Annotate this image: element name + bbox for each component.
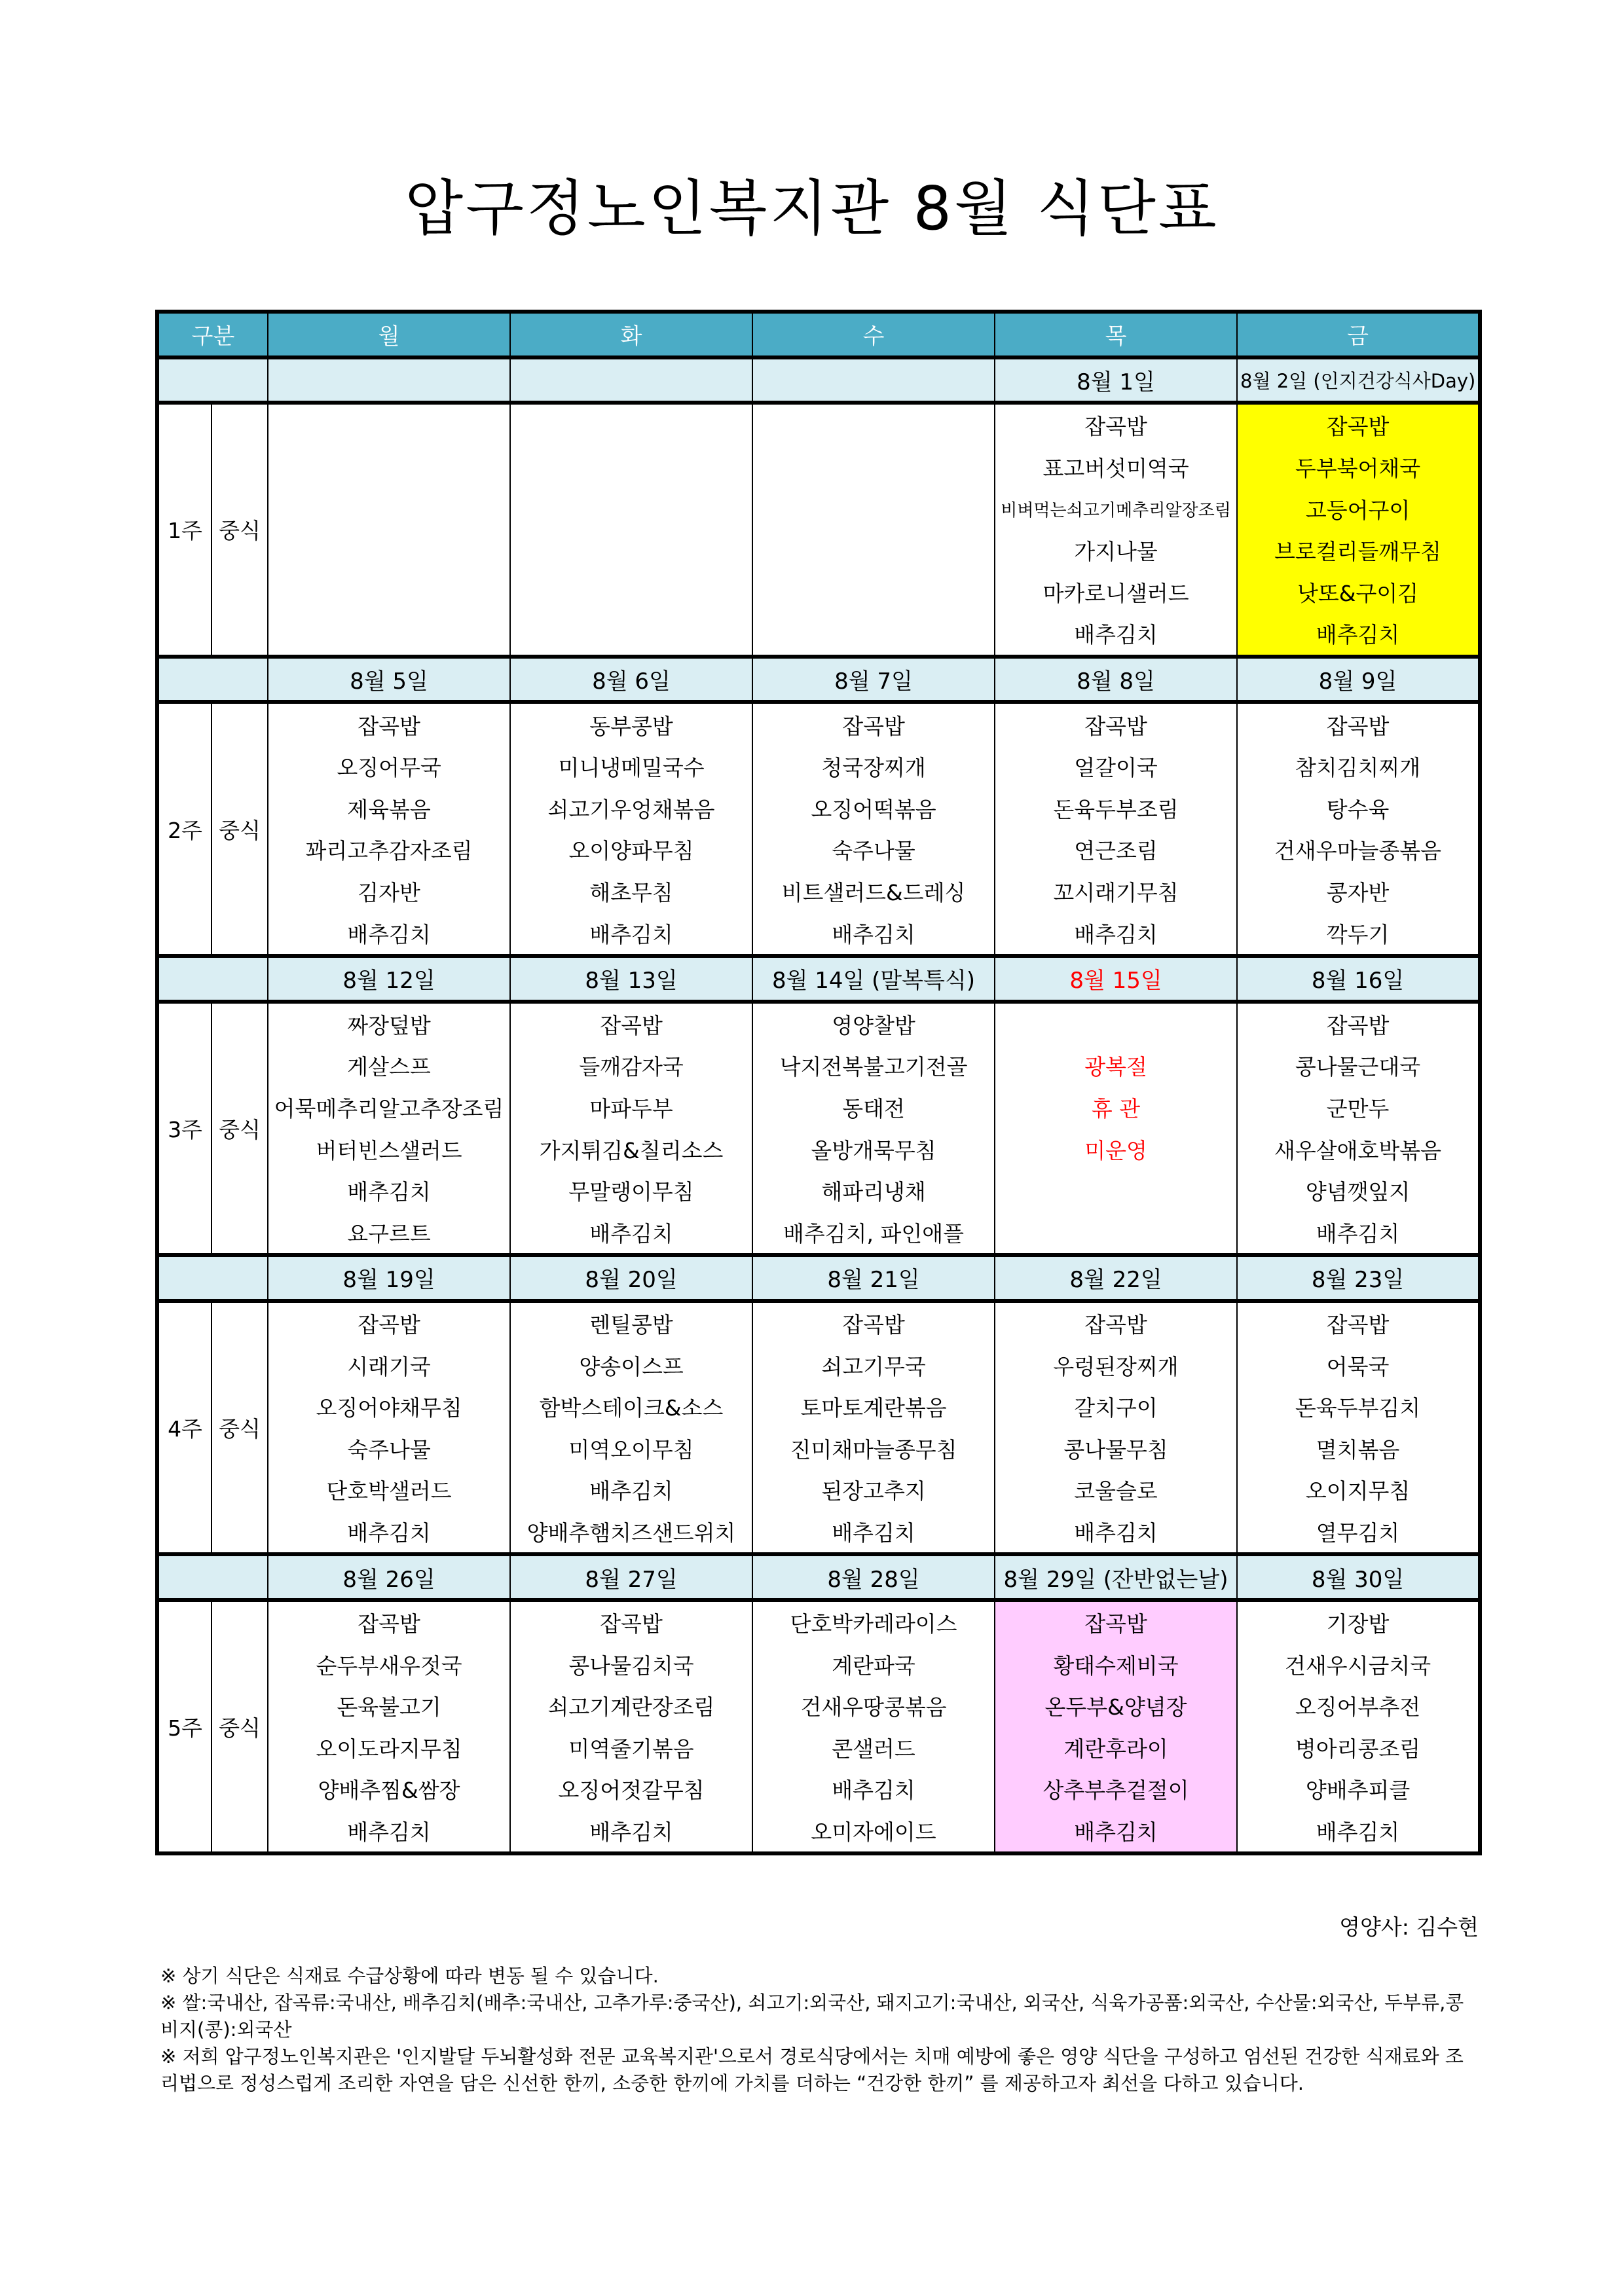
menu-item: 배추김치 bbox=[268, 1810, 510, 1854]
date-cell: 8월 27일 bbox=[510, 1554, 752, 1600]
menu-item: 숙주나물 bbox=[268, 1427, 510, 1469]
menu-row bbox=[157, 572, 1480, 613]
date-cell: 8월 21일 bbox=[752, 1255, 995, 1301]
menu-item: 배추김치 bbox=[510, 1211, 752, 1255]
menu-item: 동부콩밥 bbox=[510, 702, 752, 746]
menu-item: 배추김치 bbox=[268, 1511, 510, 1555]
menu-item: 잡곡밥 bbox=[995, 1301, 1237, 1345]
week-label: 2주 bbox=[157, 702, 212, 956]
menu-row bbox=[157, 446, 1480, 488]
menu-item: 브로컬리들깨무침 bbox=[1237, 530, 1480, 572]
menu-item: 어묵메추리알고추장조림 bbox=[268, 1087, 510, 1129]
menu-item: 배추김치 bbox=[995, 912, 1237, 956]
date-cell: 8월 2일 (인지건강식사Day) bbox=[1237, 357, 1480, 403]
menu-item: 양송이스프 bbox=[510, 1344, 752, 1386]
menu-row bbox=[157, 1344, 1480, 1386]
menu-item: 잡곡밥 bbox=[995, 403, 1237, 446]
menu-item: 버터빈스샐러드 bbox=[268, 1128, 510, 1170]
date-cell: 8월 7일 bbox=[752, 657, 995, 702]
menu-row bbox=[157, 746, 1480, 788]
menu-item: 게살스프 bbox=[268, 1045, 510, 1087]
header-row bbox=[157, 312, 1480, 357]
menu-item: 얼갈이국 bbox=[995, 746, 1237, 788]
menu-item: 오징어무국 bbox=[268, 746, 510, 788]
date-cell: 8월 8일 bbox=[995, 657, 1237, 702]
date-cell: 8월 9일 bbox=[1237, 657, 1480, 702]
menu-item: 잡곡밥 bbox=[752, 1301, 995, 1345]
menu-row bbox=[157, 1087, 1480, 1129]
menu-item: 양배추피클 bbox=[1237, 1768, 1480, 1810]
date-cell bbox=[752, 357, 995, 403]
menu-item bbox=[752, 488, 995, 530]
menu-item: 기장밥 bbox=[1237, 1600, 1480, 1644]
menu-item: 오이지무침 bbox=[1237, 1469, 1480, 1511]
menu-item: 배추김치 bbox=[268, 912, 510, 956]
menu-item: 콩나물김치국 bbox=[510, 1643, 752, 1685]
menu-item bbox=[268, 446, 510, 488]
menu-row bbox=[157, 1768, 1480, 1810]
menu-item: 순두부새우젓국 bbox=[268, 1643, 510, 1685]
menu-item bbox=[268, 613, 510, 657]
menu-item: 들깨감자국 bbox=[510, 1045, 752, 1087]
menu-item: 양배추찜&쌈장 bbox=[268, 1768, 510, 1810]
week-label: 1주 bbox=[157, 403, 212, 657]
menu-item: 잡곡밥 bbox=[510, 1002, 752, 1046]
menu-item: 돈육불고기 bbox=[268, 1685, 510, 1727]
menu-item: 낫또&구이김 bbox=[1237, 572, 1480, 613]
menu-item: 잡곡밥 bbox=[510, 1600, 752, 1644]
menu-item: 미역오이무침 bbox=[510, 1427, 752, 1469]
note-mission: ※ 저희 압구정노인복지관은 '인지발달 두뇌활성화 전문 교육복지관'으로서 경로식당에서는 치매 예방에 좋은 영양 식단을 구성하고 엄선된 건강한 식재료와 조리법으로 정성스럽게 조리한 자연을 담은 신선한 한끼, 소중한 한끼에 가치를 더하는 “건강한 한끼” 를 제공하고자 최선을 다하고 있습니다. bbox=[160, 2045, 1464, 2094]
menu-row bbox=[157, 1511, 1480, 1555]
dietitian-label: 영양사: 김수현 bbox=[1339, 1914, 1479, 1940]
menu-row bbox=[157, 1643, 1480, 1685]
menu-item: 렌틸콩밥 bbox=[510, 1301, 752, 1345]
menu-item: 청국장찌개 bbox=[752, 746, 995, 788]
menu-item bbox=[995, 1211, 1237, 1255]
date-row-blank bbox=[157, 956, 268, 1002]
menu-item: 시래기국 bbox=[268, 1344, 510, 1386]
menu-item: 가지튀김&칠리소스 bbox=[510, 1128, 752, 1170]
menu-item: 배추김치, 파인애플 bbox=[752, 1211, 995, 1255]
menu-item: 표고버섯미역국 bbox=[995, 446, 1237, 488]
menu-item bbox=[268, 403, 510, 446]
menu-item bbox=[510, 572, 752, 613]
date-row-blank bbox=[157, 1554, 268, 1600]
header-day-mon: 월 bbox=[268, 312, 510, 357]
date-cell: 8월 23일 bbox=[1237, 1255, 1480, 1301]
week-label: 4주 bbox=[157, 1301, 212, 1555]
menu-item: 콩자반 bbox=[1237, 871, 1480, 913]
menu-item: 잡곡밥 bbox=[268, 1301, 510, 1345]
menu-row bbox=[157, 912, 1480, 956]
menu-item: 꼬시래기무침 bbox=[995, 871, 1237, 913]
meal-label: 중식 bbox=[212, 1301, 268, 1555]
meal-label: 중식 bbox=[212, 403, 268, 657]
menu-item bbox=[752, 403, 995, 446]
menu-item: 양배추햄치즈샌드위치 bbox=[510, 1511, 752, 1555]
menu-item: 고등어구이 bbox=[1237, 488, 1480, 530]
menu-item bbox=[268, 572, 510, 613]
menu-item: 탕수육 bbox=[1237, 788, 1480, 829]
menu-item: 배추김치 bbox=[510, 1810, 752, 1854]
week-label: 3주 bbox=[157, 1002, 212, 1256]
menu-item: 새우살애호박볶음 bbox=[1237, 1128, 1480, 1170]
menu-item bbox=[752, 446, 995, 488]
meal-label: 중식 bbox=[212, 1600, 268, 1854]
menu-item bbox=[510, 446, 752, 488]
menu-row bbox=[157, 488, 1480, 530]
menu-item bbox=[752, 613, 995, 657]
menu-item: 제육볶음 bbox=[268, 788, 510, 829]
menu-item: 두부북어채국 bbox=[1237, 446, 1480, 488]
date-cell: 8월 1일 bbox=[995, 357, 1237, 403]
menu-item: 가지나물 bbox=[995, 530, 1237, 572]
date-cell: 8월 13일 bbox=[510, 956, 752, 1002]
menu-row bbox=[157, 788, 1480, 829]
header-day-tue: 화 bbox=[510, 312, 752, 357]
note-supply: ※ 상기 식단은 식재료 수급상황에 따라 변동 될 수 있습니다. bbox=[160, 1965, 659, 1987]
menu-item: 미운영 bbox=[995, 1128, 1237, 1170]
menu-item: 오징어젓갈무침 bbox=[510, 1768, 752, 1810]
menu-item: 김자반 bbox=[268, 871, 510, 913]
menu-item: 잡곡밥 bbox=[1237, 1002, 1480, 1046]
menu-row bbox=[157, 702, 1480, 746]
menu-row bbox=[157, 1211, 1480, 1255]
date-cell: 8월 12일 bbox=[268, 956, 510, 1002]
date-cell: 8월 26일 bbox=[268, 1554, 510, 1600]
menu-item: 배추김치 bbox=[1237, 1810, 1480, 1854]
menu-row bbox=[157, 530, 1480, 572]
menu-item: 콘샐러드 bbox=[752, 1727, 995, 1769]
menu-item: 토마토계란볶음 bbox=[752, 1386, 995, 1428]
menu-item: 잡곡밥 bbox=[995, 1600, 1237, 1644]
menu-item: 오징어부추전 bbox=[1237, 1685, 1480, 1727]
menu-item: 오이양파무침 bbox=[510, 829, 752, 871]
menu-item: 미역줄기볶음 bbox=[510, 1727, 752, 1769]
menu-item: 비트샐러드&드레싱 bbox=[752, 871, 995, 913]
date-cell bbox=[268, 357, 510, 403]
menu-row bbox=[157, 1301, 1480, 1345]
date-cell: 8월 6일 bbox=[510, 657, 752, 702]
menu-row bbox=[157, 1427, 1480, 1469]
menu-item: 돈육두부조림 bbox=[995, 788, 1237, 829]
menu-item: 계란파국 bbox=[752, 1643, 995, 1685]
menu-item: 단호박샐러드 bbox=[268, 1469, 510, 1511]
menu-item: 잡곡밥 bbox=[1237, 1301, 1480, 1345]
menu-item: 오이도라지무침 bbox=[268, 1727, 510, 1769]
menu-item: 배추김치 bbox=[995, 1810, 1237, 1854]
note-origin: ※ 쌀:국내산, 잡곡류:국내산, 배추김치(배추:국내산, 고추가루:중국산), 쇠고기:외국산, 돼지고기:국내산, 외국산, 식육가공품:외국산, 수산물:외국산, 두부류,콩비지(콩):외국산 bbox=[160, 1992, 1464, 2041]
menu-item: 된장고추지 bbox=[752, 1469, 995, 1511]
menu-item: 군만두 bbox=[1237, 1087, 1480, 1129]
menu-item: 코울슬로 bbox=[995, 1469, 1237, 1511]
page-title: 압구정노인복지관 8월 식단표 bbox=[405, 173, 1219, 244]
menu-item: 쇠고기우엉채볶음 bbox=[510, 788, 752, 829]
menu-item: 올방개묵무침 bbox=[752, 1128, 995, 1170]
menu-item: 병아리콩조림 bbox=[1237, 1727, 1480, 1769]
menu-item: 잡곡밥 bbox=[1237, 403, 1480, 446]
menu-item: 숙주나물 bbox=[752, 829, 995, 871]
menu-item: 연근조림 bbox=[995, 829, 1237, 871]
menu-item: 건새우마늘종볶음 bbox=[1237, 829, 1480, 871]
date-row bbox=[157, 1255, 1480, 1301]
menu-item: 배추김치 bbox=[1237, 1211, 1480, 1255]
menu-item: 낙지전복불고기전골 bbox=[752, 1045, 995, 1087]
menu-item: 배추김치 bbox=[1237, 613, 1480, 657]
menu-item: 오징어떡볶음 bbox=[752, 788, 995, 829]
date-cell bbox=[510, 357, 752, 403]
menu-row bbox=[157, 1810, 1480, 1854]
menu-item: 계란후라이 bbox=[995, 1727, 1237, 1769]
menu-item: 콩나물무침 bbox=[995, 1427, 1237, 1469]
menu-item: 오징어야채무침 bbox=[268, 1386, 510, 1428]
date-row-blank bbox=[157, 1255, 268, 1301]
menu-item: 건새우땅콩볶음 bbox=[752, 1685, 995, 1727]
date-row-blank bbox=[157, 357, 268, 403]
menu-item: 쇠고기무국 bbox=[752, 1344, 995, 1386]
menu-item: 해초무침 bbox=[510, 871, 752, 913]
date-cell: 8월 16일 bbox=[1237, 956, 1480, 1002]
date-row bbox=[157, 956, 1480, 1002]
menu-item bbox=[510, 613, 752, 657]
menu-item: 배추김치 bbox=[268, 1170, 510, 1212]
menu-row bbox=[157, 1170, 1480, 1212]
date-cell: 8월 14일 (말복특식) bbox=[752, 956, 995, 1002]
date-cell: 8월 5일 bbox=[268, 657, 510, 702]
menu-row bbox=[157, 403, 1480, 446]
header-category: 구분 bbox=[157, 312, 268, 357]
menu-item bbox=[510, 488, 752, 530]
date-cell: 8월 15일 bbox=[995, 956, 1237, 1002]
menu-item: 동태전 bbox=[752, 1087, 995, 1129]
menu-item: 잡곡밥 bbox=[268, 702, 510, 746]
menu-item: 배추김치 bbox=[752, 912, 995, 956]
menu-item: 쇠고기계란장조림 bbox=[510, 1685, 752, 1727]
menu-item: 배추김치 bbox=[510, 912, 752, 956]
date-cell: 8월 22일 bbox=[995, 1255, 1237, 1301]
menu-item: 휴 관 bbox=[995, 1087, 1237, 1129]
menu-item bbox=[752, 530, 995, 572]
menu-row bbox=[157, 871, 1480, 913]
menu-row bbox=[157, 613, 1480, 657]
menu-item: 배추김치 bbox=[995, 1511, 1237, 1555]
menu-item: 상추부추겉절이 bbox=[995, 1768, 1237, 1810]
menu-item: 우렁된장찌개 bbox=[995, 1344, 1237, 1386]
menu-row bbox=[157, 1045, 1480, 1087]
menu-item: 잡곡밥 bbox=[752, 702, 995, 746]
menu-item bbox=[268, 488, 510, 530]
menu-item: 미니냉메밀국수 bbox=[510, 746, 752, 788]
menu-item: 함박스테이크&소스 bbox=[510, 1386, 752, 1428]
date-cell: 8월 30일 bbox=[1237, 1554, 1480, 1600]
menu-table bbox=[155, 310, 1482, 1855]
week-label: 5주 bbox=[157, 1600, 212, 1854]
date-cell: 8월 28일 bbox=[752, 1554, 995, 1600]
menu-item: 진미채마늘종무침 bbox=[752, 1427, 995, 1469]
menu-item bbox=[510, 530, 752, 572]
menu-row bbox=[157, 1469, 1480, 1511]
header-day-wed: 수 bbox=[752, 312, 995, 357]
menu-row bbox=[157, 1002, 1480, 1046]
menu-row bbox=[157, 1600, 1480, 1644]
menu-item: 무말랭이무침 bbox=[510, 1170, 752, 1212]
menu-item: 배추김치 bbox=[995, 613, 1237, 657]
menu-item: 광복절 bbox=[995, 1045, 1237, 1087]
menu-item: 돈육두부김치 bbox=[1237, 1386, 1480, 1428]
menu-item: 마파두부 bbox=[510, 1087, 752, 1129]
menu-row bbox=[157, 829, 1480, 871]
menu-item: 온두부&양념장 bbox=[995, 1685, 1237, 1727]
menu-item: 깍두기 bbox=[1237, 912, 1480, 956]
menu-item: 잡곡밥 bbox=[1237, 702, 1480, 746]
menu-item: 어묵국 bbox=[1237, 1344, 1480, 1386]
menu-row bbox=[157, 1685, 1480, 1727]
menu-item: 잡곡밥 bbox=[995, 702, 1237, 746]
menu-item: 잡곡밥 bbox=[268, 1600, 510, 1644]
date-row-blank bbox=[157, 657, 268, 702]
date-cell: 8월 19일 bbox=[268, 1255, 510, 1301]
meal-label: 중식 bbox=[212, 1002, 268, 1256]
menu-item bbox=[268, 530, 510, 572]
menu-item: 해파리냉채 bbox=[752, 1170, 995, 1212]
menu-item: 비벼먹는쇠고기메추리알장조림 bbox=[995, 488, 1237, 530]
menu-item: 영양찰밥 bbox=[752, 1002, 995, 1046]
menu-item bbox=[995, 1002, 1237, 1046]
menu-item: 꽈리고추감자조림 bbox=[268, 829, 510, 871]
menu-item: 건새우시금치국 bbox=[1237, 1643, 1480, 1685]
menu-item: 마카로니샐러드 bbox=[995, 572, 1237, 613]
date-row bbox=[157, 357, 1480, 403]
menu-item: 배추김치 bbox=[752, 1511, 995, 1555]
menu-row bbox=[157, 1386, 1480, 1428]
date-row bbox=[157, 1554, 1480, 1600]
header-day-thu: 목 bbox=[995, 312, 1237, 357]
menu-item: 콩나물근대국 bbox=[1237, 1045, 1480, 1087]
menu-item bbox=[510, 403, 752, 446]
meal-label: 중식 bbox=[212, 702, 268, 956]
menu-item: 배추김치 bbox=[510, 1469, 752, 1511]
menu-item: 갈치구이 bbox=[995, 1386, 1237, 1428]
menu-item: 요구르트 bbox=[268, 1211, 510, 1255]
date-row bbox=[157, 657, 1480, 702]
notes bbox=[160, 1963, 1477, 2097]
menu-item bbox=[752, 572, 995, 613]
date-cell: 8월 20일 bbox=[510, 1255, 752, 1301]
menu-item: 단호박카레라이스 bbox=[752, 1600, 995, 1644]
menu-row bbox=[157, 1128, 1480, 1170]
menu-item bbox=[995, 1170, 1237, 1212]
menu-item: 양념깻잎지 bbox=[1237, 1170, 1480, 1212]
date-cell: 8월 29일 (잔반없는날) bbox=[995, 1554, 1237, 1600]
menu-item: 짜장덮밥 bbox=[268, 1002, 510, 1046]
menu-item: 멸치볶음 bbox=[1237, 1427, 1480, 1469]
menu-item: 황태수제비국 bbox=[995, 1643, 1237, 1685]
menu-row bbox=[157, 1727, 1480, 1769]
menu-item: 오미자에이드 bbox=[752, 1810, 995, 1854]
menu-item: 열무김치 bbox=[1237, 1511, 1480, 1555]
menu-item: 참치김치찌개 bbox=[1237, 746, 1480, 788]
menu-item: 배추김치 bbox=[752, 1768, 995, 1810]
header-day-fri: 금 bbox=[1237, 312, 1480, 357]
